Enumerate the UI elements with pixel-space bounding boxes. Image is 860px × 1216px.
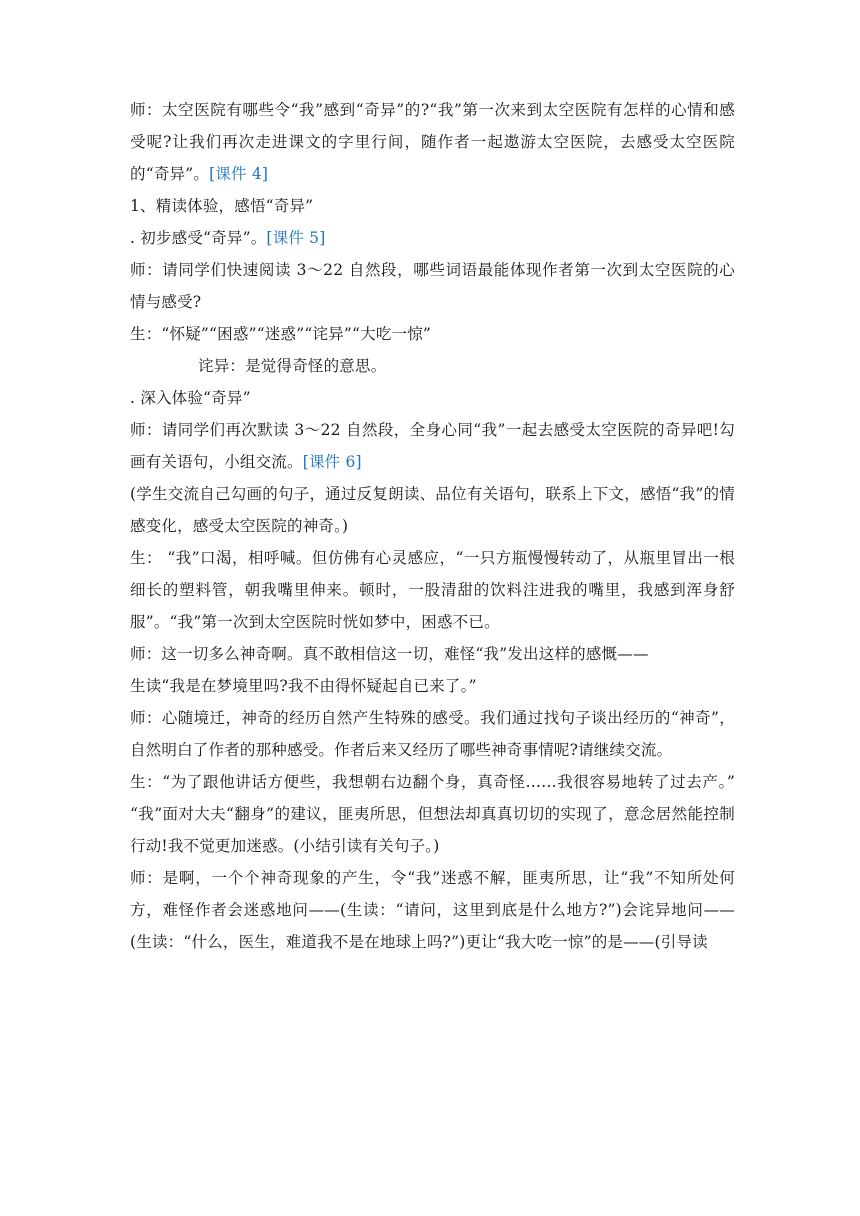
paragraph: 生读“我是在梦境里吗?我不由得怀疑起自已来了。”: [130, 677, 477, 695]
paragraph: 师：心随境迁，神奇的经历自然产生特殊的感受。我们通过找句子谈出经历的“神奇”，自然明白了作者的那种感受。作者后来又经历了哪些神奇事情呢?请继续交流。: [130, 709, 735, 759]
courseware-ref: [课件 4]: [209, 165, 269, 183]
courseware-ref: [课件 5]: [266, 229, 326, 247]
document-body: [130, 94, 735, 958]
subsection-heading: . 初步感受“奇异”。[课件 5]: [130, 229, 326, 247]
paragraph: 生：“为了跟他讲话方便些，我想朝右边翻个身，真奇怪……我很容易地转了过去产。” “我”面对大夫“翻身”的建议，匪夷所思，但想法却真真切切的实现了，意念居然能控制行动!我不觉更加迷惑。(小结引读有关句子。): [130, 773, 735, 855]
courseware-ref: [课件 6]: [302, 453, 362, 471]
subsection-heading: . 深入体验“奇异”: [130, 389, 251, 407]
paragraph: (学生交流自己勾画的句子，通过反复朗读、品位有关语句，联系上下文，感悟“我”的情感变化，感受太空医院的神奇。): [130, 485, 735, 535]
paragraph: 师：是啊，一个个神奇现象的产生，令“我”迷惑不解，匪夷所思，让“我”不知所处何方，难怪作者会迷惑地问——(生读：“请问，这里到底是什么地方?”)会诧异地问——(生读：“什么，医生，难道我不是在地球上吗?”)更让“我大吃一惊”的是——(引导读: [130, 869, 735, 951]
paragraph: 师：请同学们再次默读 3～22 自然段，全身心同“我”一起去感受太空医院的奇异吧!勾画有关语句，小组交流。[课件 6]: [130, 421, 735, 471]
paragraph: 师：这一切多么神奇啊。真不敢相信这一切，难怪“我”发出这样的感慨——: [130, 645, 649, 663]
paragraph: 师：请同学们快速阅读 3～22 自然段，哪些词语最能体现作者第一次到太空医院的心情与感受?: [130, 261, 735, 311]
definition-note: 诧异：是觉得奇怪的意思。: [198, 357, 387, 375]
paragraph: 生： “我”口渴，相呼喊。但仿佛有心灵感应，“一只方瓶慢慢转动了，从瓶里冒出一根细长的塑料管，朝我嘴里伸来。顿时，一股清甜的饮料注进我的嘴里，我感到浑身舒服”。“我”第一次到太空医院时恍如梦中，困惑不已。: [130, 549, 735, 631]
paragraph: 生：“怀疑”“困惑”“迷惑”“诧异”“大吃一惊”: [130, 325, 432, 343]
section-heading: 1、精读体验，感悟“奇异”: [130, 197, 314, 215]
paragraph: 师：太空医院有哪些令“我”感到“奇异”的?“我”第一次来到太空医院有怎样的心情和感受呢?让我们再次走进课文的字里行间，随作者一起遨游太空医院，去感受太空医院的“奇异”。[课件 4]: [130, 101, 735, 183]
